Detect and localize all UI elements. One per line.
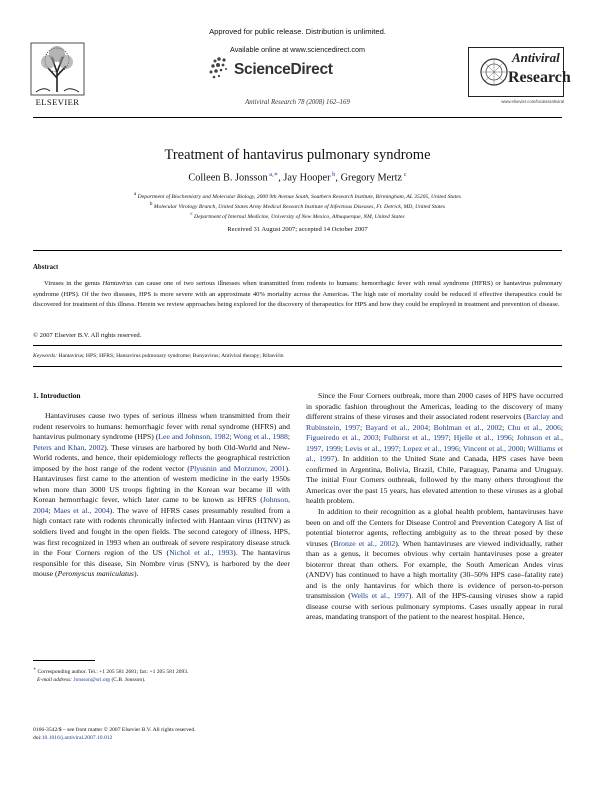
- paragraph-text: ;: [523, 443, 528, 453]
- author-affiliation-marks[interactable]: b: [330, 171, 336, 178]
- paragraph-text: ;: [340, 443, 346, 453]
- abstract-body: [33, 279, 562, 311]
- paragraph-text: ). All of the HPS-causing viruses show a rapid disease course with serious pulmonary symptoms. Cases usually appear in rural areas, mandating transport of the patient to the nearest hospital. Hence,: [306, 591, 563, 622]
- citation-link[interactable]: Peters and Khan, 2002: [33, 442, 105, 452]
- approval-notice: Approved for public release. Distribution is unlimited.: [209, 27, 386, 36]
- header-rule: [33, 117, 562, 118]
- paragraph-text: ;: [359, 422, 366, 432]
- abstract-top-rule: [33, 250, 562, 251]
- citation-link[interactable]: Johnson, 2004: [33, 495, 290, 515]
- author-name: Jay Hooper: [283, 172, 331, 184]
- author-list: [0, 170, 595, 183]
- paragraph-text: ;: [229, 432, 234, 442]
- article-title: Treatment of hantavirus pulmonary syndrome: [164, 147, 431, 163]
- paragraph-text: ).: [133, 569, 139, 579]
- paragraph-text: ;: [458, 443, 463, 453]
- issn-line: 0166-3542/$ – see front matter © 2007 Elsevier B.V. All rights reserved.: [33, 727, 196, 733]
- journal-logo-line1: Antiviral: [512, 50, 560, 65]
- sciencedirect-logo[interactable]: [205, 55, 355, 85]
- received-dates: Received 31 August 2007; accepted 14 October 2007: [227, 226, 368, 233]
- affiliation-c: $^c$ Department of Internal Medicine, University of New Mexico, Albuquerque, NM, United States: [190, 212, 405, 220]
- elsevier-wordmark: ELSEVIER: [35, 97, 80, 107]
- citation-link[interactable]: Bronze et al., 2002: [333, 538, 396, 548]
- abstract-text: can cause one of two serious illnesses when transmitted from rodents to humans: hemorrhagic fever with renal syndrome (HFRS) or hantavirus pulmonary syndrome (HPS). Of the two diseases, HPS is more severe with an approximate 40% mortality across the Americas. The high rate of mortality could be reduced if effective therapeutics could be discovered for treatment of this illness. Herein we review approaches being explored for the discovery of therapeutics for HPS and how they could be employed in treatment and prevention of disease.: [33, 280, 562, 309]
- citation-link[interactable]: Lee and Johnson, 1982: [158, 432, 230, 442]
- paragraph-text: ;: [448, 433, 454, 443]
- paragraph-text: ;: [48, 505, 54, 515]
- footnote-rule: [33, 660, 95, 661]
- citation-link[interactable]: Wells et al., 1997: [350, 591, 409, 601]
- paragraph-text: ;: [560, 422, 563, 432]
- available-online-note: Available online at www.sciencedirect.com: [230, 45, 365, 54]
- keywords-bottom-rule: [33, 366, 562, 367]
- journal-logo: [468, 47, 571, 105]
- citation-link[interactable]: Levis et al., 1997: [345, 443, 399, 453]
- paragraph-text: Hantaviruses cause two types of serious illness when transmitted from their rodent reservoirs to humans: hemorrhagic fever with renal syndrome (HFRS) and hantavirus pulmonary syndrome (HPS) (: [33, 411, 290, 442]
- sciencedirect-wordmark: ScienceDirect: [234, 61, 333, 78]
- citation-link[interactable]: Hjelle et al., 1996: [453, 433, 512, 443]
- citation-link[interactable]: Plyusnin and Morzunov, 2001: [189, 463, 286, 473]
- paragraph-text: ;: [511, 433, 517, 443]
- abstract-heading: Abstract: [33, 264, 59, 271]
- citation-link[interactable]: Bayard et al., 2004: [365, 422, 429, 432]
- paragraph-text: ). The hantavirus responsible for this disease, Sin Nombre virus (SNV), is harbored by the deer mouse (: [33, 548, 290, 579]
- author-name: Colleen B. Jonsson: [188, 172, 268, 184]
- section-heading-introduction: 1. Introduction: [33, 391, 81, 400]
- citation-link[interactable]: Bohlman et al., 2002: [433, 422, 503, 432]
- abstract-copyright: © 2007 Elsevier B.V. All rights reserved.: [33, 332, 142, 339]
- keywords-line: [33, 353, 562, 359]
- paragraph-text: Peromyscus maniculatus: [57, 569, 134, 579]
- citation-link[interactable]: Wong et al., 1988: [233, 432, 288, 442]
- keywords-text: Hantavirus; HPS; HFRS; Hantavirus pulmonary syndrome; Bunyavirus; Antiviral therapy; Ribavirin: [57, 353, 284, 359]
- body-column-right: [306, 391, 563, 623]
- citation-link[interactable]: Chu et al., 2006: [507, 422, 561, 432]
- body-paragraph: [306, 391, 563, 507]
- paragraph-text: ;: [287, 432, 290, 442]
- abstract-text: Viruses in the genus: [44, 280, 103, 287]
- author-separator: ,: [278, 172, 284, 184]
- citation-link[interactable]: Maes et al., 2004: [53, 505, 110, 515]
- citation-link[interactable]: Williams et al., 1997: [306, 443, 564, 464]
- author-affiliation-marks[interactable]: a,∗: [267, 171, 279, 178]
- author-separator: ,: [335, 172, 341, 184]
- citation-link[interactable]: Barclay and Rubinstein, 1997: [306, 412, 563, 432]
- paragraph-text: ;: [428, 422, 434, 432]
- journal-logo-line2: Research: [508, 69, 571, 86]
- body-paragraph: [306, 507, 563, 623]
- author-affiliation-marks[interactable]: c: [402, 171, 407, 178]
- citation-link[interactable]: Vincent et al., 2000: [462, 443, 524, 453]
- journal-citation: Antiviral Research 78 (2008) 162–169: [245, 99, 350, 106]
- citation-link[interactable]: Lopez et al., 1996: [402, 443, 459, 453]
- paragraph-text: Since the Four Corners outbreak, more than 2000 cases of HPS have occurred in sporadic fashion throughout the Americas, leading to the discovery of many different strains of these viruses and their associated rodent reservoirs (: [306, 391, 563, 422]
- paragraph-text: ). In addition to the United State and Canada, HPS cases have been confirmed in Argentina, Bolivia, Brazil, Chile, Paraguay, Panama and Uruguay. The initial Four Corners outbreak, followed by the many others throughout the Americas over the past 15 years, has elevated attention to these viruses as a global health problem.: [306, 454, 563, 506]
- doi-link[interactable]: 10.1016/j.antiviral.2007.10.012: [41, 735, 113, 742]
- paragraph-text: ). The wave of HFRS cases presumably resulted from a high contact rate with rodents chronically infected with Hantaan virus (HTNV) as soldiers lived and fought in the open fields. The second category of illness, HPS, was first recognized in 1993 when an outbreak of severe respiratory disease struck in the Four Corners region of the US (: [33, 505, 290, 558]
- affiliation-b: $^b$ Molecular Virology Branch, United States Army Medical Research Institute of Infectious Diseases, Ft. Detrick, MD, United States: [149, 202, 446, 210]
- author-email-link[interactable]: Jonsson@sri.org: [72, 677, 111, 684]
- citation-link[interactable]: Figueiredo et al., 2003: [306, 433, 379, 443]
- elsevier-tree-icon: [30, 42, 85, 96]
- paragraph-text: ). Hantaviruses first came to the attention of western medicine in the early 1950s when more than 3000 US troops fighting in the Korean war became ill with Korean hemorrhagic fever, which later came to be known as HFRS (: [33, 463, 290, 505]
- paragraph-text: ). When hantaviruses are viewed individually, rather than as a genus, it becomes obvious why certain hantaviruses pose a greater bioterror threat than others. For example, the South American Andes virus (ANDV) has continued to have a high mortality (30–50% HPS case–fatality rate) and is the only hantavirus for which there is evidence of person-to-person transmission (: [306, 538, 563, 601]
- citation-link[interactable]: Nichol et al., 1993: [169, 548, 234, 558]
- citation-link[interactable]: Fulhorst et al., 1997: [383, 433, 449, 443]
- keywords-label: Keywords:: [33, 353, 58, 359]
- citation-link[interactable]: Johnson et al., 1997, 1999: [306, 433, 563, 453]
- virus-graphic-icon: [478, 52, 510, 92]
- abstract-text: Hantavirus: [102, 280, 133, 287]
- body-paragraph: [33, 411, 290, 580]
- author-name: Gregory Mertz: [340, 172, 403, 184]
- paragraph-text: ;: [502, 422, 508, 432]
- paragraph-text: ). These viruses are harbored by both Old-World and New-World rodents, and hence, their epidemiology reflects the geographical restriction imposed by the host range of the rodent vector (: [33, 442, 290, 473]
- paragraph-text: In addition to their recognition as a global health problem, hantaviruses have been on and off the Centers for Disease Control and Prevention Category A list of potential bioterror agents, reflecting ambiguity as to the threat posed by these viruses (: [306, 507, 563, 548]
- page-footer: 0166-3542/$ – see front matter © 2007 Elsevier B.V. All rights reserved. doi:10.1016/j.antiviral.2007.10.012: [33, 726, 313, 742]
- keywords-rule: [33, 345, 562, 346]
- paragraph-text: ;: [398, 443, 403, 453]
- corresponding-author-footnote: ∗ Corresponding author. Tel.: +1 205 581 2681; fax: +1 205 581 2093. E-mail address: Jonsson@sri.org (C.B. Jonsson).: [33, 666, 189, 684]
- paragraph-text: ;: [378, 433, 384, 443]
- body-column-left: [33, 411, 290, 580]
- affiliation-a: $^a$ Department of Biochemistry and Molecular Biology, 2000 9th Avenue South, Southern Research Institute, Birmingham, AL 35205, United States: [134, 192, 461, 200]
- journal-url[interactable]: www.elsevier.com/locate/antiviral: [501, 99, 564, 104]
